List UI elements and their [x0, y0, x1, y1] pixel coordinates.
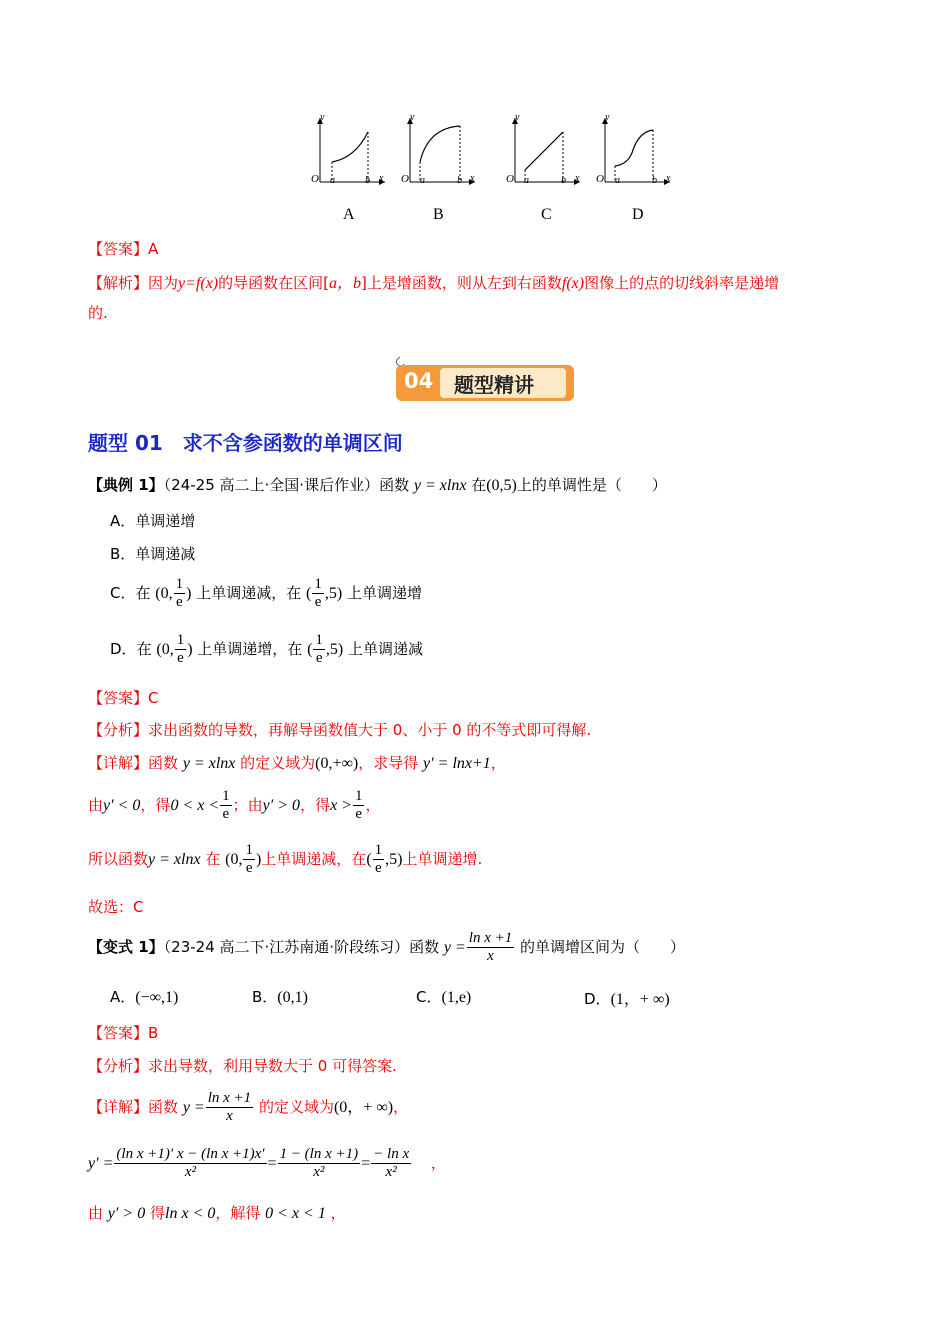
variant1-answer: 【答案】B: [88, 1024, 159, 1042]
example1-option-b[interactable]: B．单调递减: [110, 545, 196, 563]
q0-analysis-cont: 的.: [88, 304, 108, 322]
graph-c-y-label: y: [515, 112, 520, 123]
graph-d-y-label: y: [605, 112, 610, 123]
graph-c-x-label: x: [575, 173, 580, 184]
variant1-option-a[interactable]: A．(−∞,1): [110, 988, 179, 1006]
graph-c-origin: O: [506, 173, 514, 185]
example1-detail: 【详解】函数 y = xlnx 的定义域为(0,+∞)，求导得 y′ = lnx+1，: [88, 754, 506, 772]
example1-choice: 故选：C: [88, 898, 144, 916]
example1-step3: 所以函数y = xlnx 在 (0, $\frac{1}{e}$ )上单调递减，在( $\frac{1}{e}$ ,5)上单调递增.: [88, 842, 483, 876]
graph-c-a: a: [524, 175, 529, 186]
banner-title: 题型精讲: [454, 373, 534, 397]
variant1-option-c[interactable]: C．(1,e): [416, 988, 472, 1006]
variant1-option-d[interactable]: D．(1，+ ∞): [584, 990, 670, 1008]
graph-a-b: b: [365, 175, 370, 186]
example1-option-c[interactable]: C．在 (0, $\frac{1}{e}$ ) 上单调递减，在 ( $\frac{1}{e}$ ,5) 上单调递增: [110, 576, 422, 610]
graph-a-y-label: y: [320, 112, 325, 123]
graph-a-x-label: x: [379, 173, 384, 184]
variant1-fenxi: 【分析】求出导数，利用导数大于 0 可得答案.: [88, 1057, 397, 1075]
variant1-detail: 【详解】函数 y = $\frac{\text{ln x +1}}{x}$ 的定义域为(0，+ ∞)，: [88, 1090, 409, 1124]
example1-step2: 由y′ < 0，得0 < x < $\frac{1}{e}$ ；由y′ > 0，得x > $\frac{1}{e}$ ，: [88, 788, 381, 822]
graph-b-origin: O: [401, 173, 409, 185]
graph-b-a: a: [420, 175, 425, 186]
graph-label-d: D: [632, 206, 644, 223]
variant1-derivative: y′ = $\frac{\text{(ln x +1)′ x − (ln x +1)x′}}{\text{x²}}$ = $\frac{\text{1 − (ln x +1)}}{\text{x²}}$ = $\frac{\text{− ln x}}{\text{x²}}$ ，: [88, 1146, 446, 1180]
graph-b-y-label: y: [410, 112, 415, 123]
example1-option-a[interactable]: A．单调递增: [110, 512, 196, 530]
graph-d-b: b: [652, 175, 657, 186]
example1-option-d[interactable]: D．在 (0, $\frac{1}{e}$ ) 上单调递增，在 ( $\frac{1}{e}$ ,5) 上单调递减: [110, 632, 424, 666]
example1-answer: 【答案】C: [88, 689, 159, 707]
graph-d: [602, 118, 670, 185]
graph-row: [300, 110, 680, 200]
variant1-solve: 由 y′ > 0 得ln x < 0，解得 0 < x < 1 ，: [88, 1204, 346, 1222]
graph-d-origin: O: [596, 173, 604, 185]
graph-label-b: B: [433, 206, 444, 223]
section-title: 题型 01 求不含参函数的单调区间: [88, 431, 403, 455]
banner-number: 04: [404, 369, 434, 393]
q0-answer: 【答案】A: [88, 240, 159, 258]
variant1-option-b[interactable]: B．(0,1): [252, 988, 308, 1006]
example1-fenxi: 【分析】求出函数的导数，再解导函数值大于 0、小于 0 的不等式即可得解.: [88, 721, 592, 739]
graph-b-b: b: [457, 175, 462, 186]
example1-question: 【典例 1】（24-25 高二上·全国·课后作业）函数 y = xlnx 在(0,5)上的单调性是（ ）: [88, 476, 667, 494]
graph-d-x-label: x: [666, 173, 671, 184]
graph-c: [512, 118, 580, 185]
section-banner: [394, 355, 576, 403]
graph-a-a: a: [330, 175, 335, 186]
graph-label-a: A: [343, 206, 355, 223]
variant1-question: 【变式 1】（23-24 高二下·江苏南通·阶段练习）函数 y = $\frac{\text{ln x +1}}{x}$ 的单调增区间为（ ）: [88, 930, 686, 964]
graph-a: [317, 118, 385, 185]
graph-b: [407, 118, 475, 185]
graph-label-c: C: [541, 206, 552, 223]
q0-analysis: 【解析】因为y=f(x)的导函数在区间[a，b]上是增函数，则从左到右函数f(x)图像上的点的切线斜率是递增: [88, 274, 780, 292]
graph-b-x-label: x: [470, 173, 475, 184]
graph-a-origin: O: [311, 173, 319, 185]
graph-c-b: b: [561, 175, 566, 186]
graph-d-a: a: [615, 175, 620, 186]
